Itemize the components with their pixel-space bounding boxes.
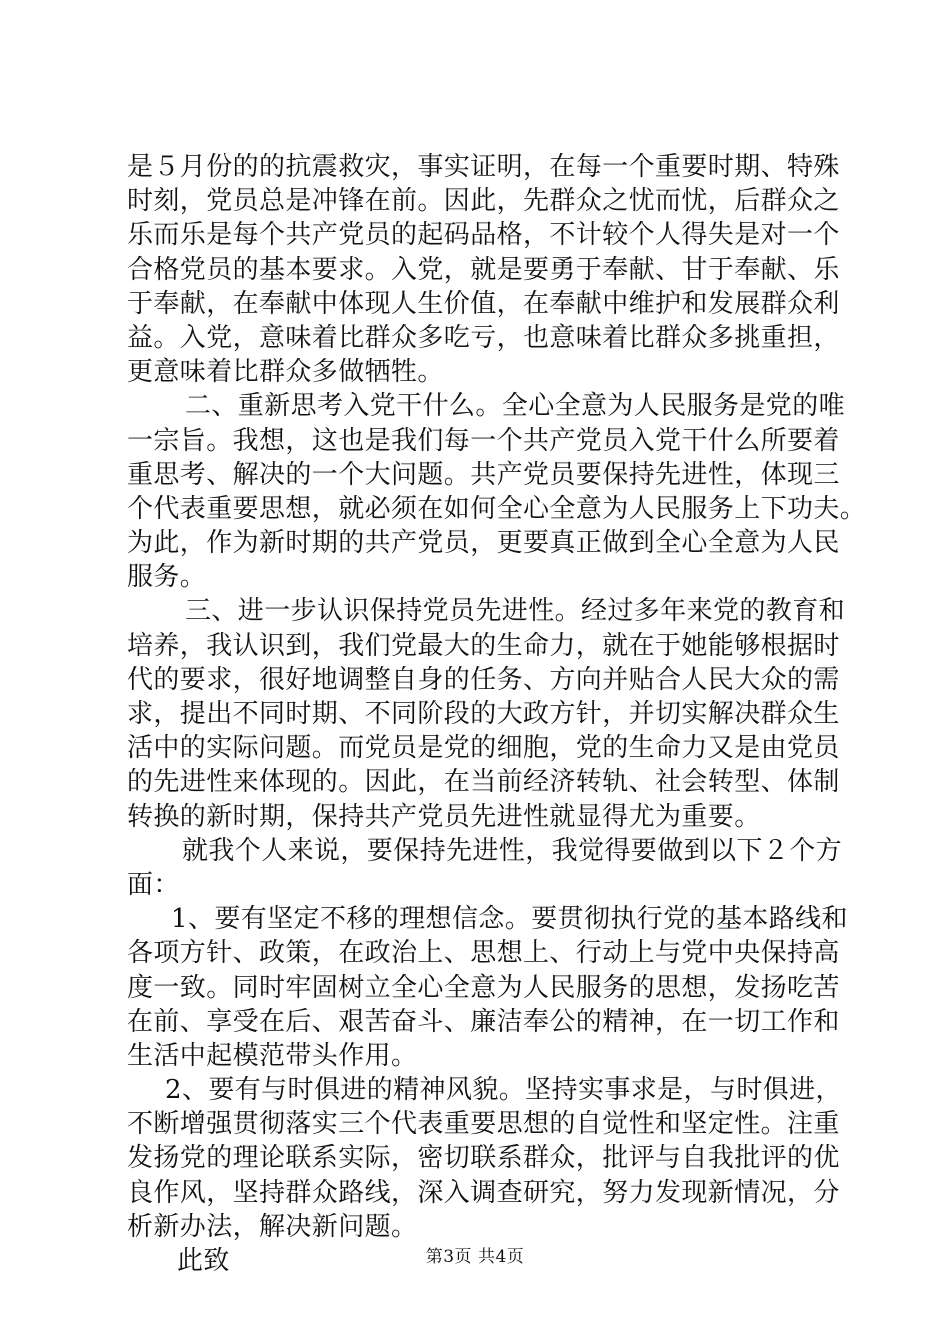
text-line: 析新办法，解决新问题。 xyxy=(127,1211,418,1242)
text-line: 乐而乐是每个共产党员的起码品格，不计较个人得失是对一个 xyxy=(127,220,840,251)
text-line: 服务。 xyxy=(127,562,207,593)
text-line: 重思考、解决的一个大问题。共产党员要保持先进性，体现三 xyxy=(127,459,840,490)
text-line: 发扬党的理论联系实际，密切联系群众，批评与自我批评的优 xyxy=(127,1143,840,1174)
text-line: 合格党员的基本要求。入党，就是要勇于奉献、甘于奉献、乐 xyxy=(127,254,840,285)
section-heading-line: 三、进一步认识保持党员先进性。经过多年来党的教育和 xyxy=(185,596,846,627)
text-line: 度一致。同时牢固树立全心全意为人民服务的思想，发扬吃苦 xyxy=(127,972,840,1003)
section-heading-line: 二、重新思考入党干什么。全心全意为人民服务是党的唯 xyxy=(185,391,846,422)
text-line: 生活中起模范带头作用。 xyxy=(127,1040,418,1071)
text-line: 面： xyxy=(127,869,180,900)
text-line: 的先进性来体现的。因此，在当前经济转轨、社会转型、体制 xyxy=(127,767,840,798)
paragraph-start-line: 就我个人来说，要保持先进性，我觉得要做到以下２个方 xyxy=(182,835,843,866)
text-line: 为此，作为新时期的共产党员，更要真正做到全心全意为人民 xyxy=(127,528,840,559)
text-line: 求，提出不同时期、不同阶段的大政方针，并切实解决群众生 xyxy=(127,699,840,729)
text-line: 良作风，坚持群众路线，深入调查研究，努力发现新情况，分 xyxy=(127,1177,840,1208)
text-line: 更意味着比群众多做牺牲。 xyxy=(127,357,444,388)
list-item-line: 1、要有坚定不移的理想信念。要贯彻执行党的基本路线和 xyxy=(171,904,848,935)
text-line: 活中的实际问题。而党员是党的细胞，党的生命力又是由党员 xyxy=(127,733,840,764)
text-line: 各项方针、政策，在政治上、思想上、行动上与党中央保持高 xyxy=(127,938,840,969)
text-line: 在前、享受在后、艰苦奋斗、廉洁奉公的精神，在一切工作和 xyxy=(127,1006,840,1037)
list-item-line: 2、要有与时俱进的精神风貌。坚持实事求是，与时俱进， xyxy=(165,1075,842,1106)
text-line: 培养，我认识到，我们党最大的生命力，就在于她能够根据时 xyxy=(127,630,840,661)
page-footer: 第3页 共4页 xyxy=(425,1247,525,1267)
text-line: 代的要求，很好地调整自身的任务、方向并贴合人民大众的需 xyxy=(127,664,840,695)
text-line: 不断增强贯彻落实三个代表重要思想的自觉性和坚定性。注重 xyxy=(127,1109,840,1140)
text-line: 一宗旨。我想，这也是我们每一个共产党员入党干什么所要着 xyxy=(127,425,840,456)
text-line: 个代表重要思想，就必须在如何全心全意为人民服务上下功夫。 xyxy=(127,493,867,524)
text-line: 转换的新时期，保持共产党员先进性就显得尤为重要。 xyxy=(127,801,761,832)
document-body xyxy=(127,150,867,1278)
text-line: 于奉献，在奉献中体现人生价值，在奉献中维护和发展群众利 xyxy=(127,288,840,319)
closing-line: 此致 xyxy=(177,1246,230,1276)
text-line: 益。入党，意味着比群众多吃亏，也意味着比群众多挑重担， xyxy=(127,322,840,353)
text-line: 是５月份的的抗震救灾，事实证明，在每一个重要时期、特殊 xyxy=(127,152,840,182)
text-line: 时刻，党员总是冲锋在前。因此，先群众之忧而忧，后群众之 xyxy=(127,186,840,217)
